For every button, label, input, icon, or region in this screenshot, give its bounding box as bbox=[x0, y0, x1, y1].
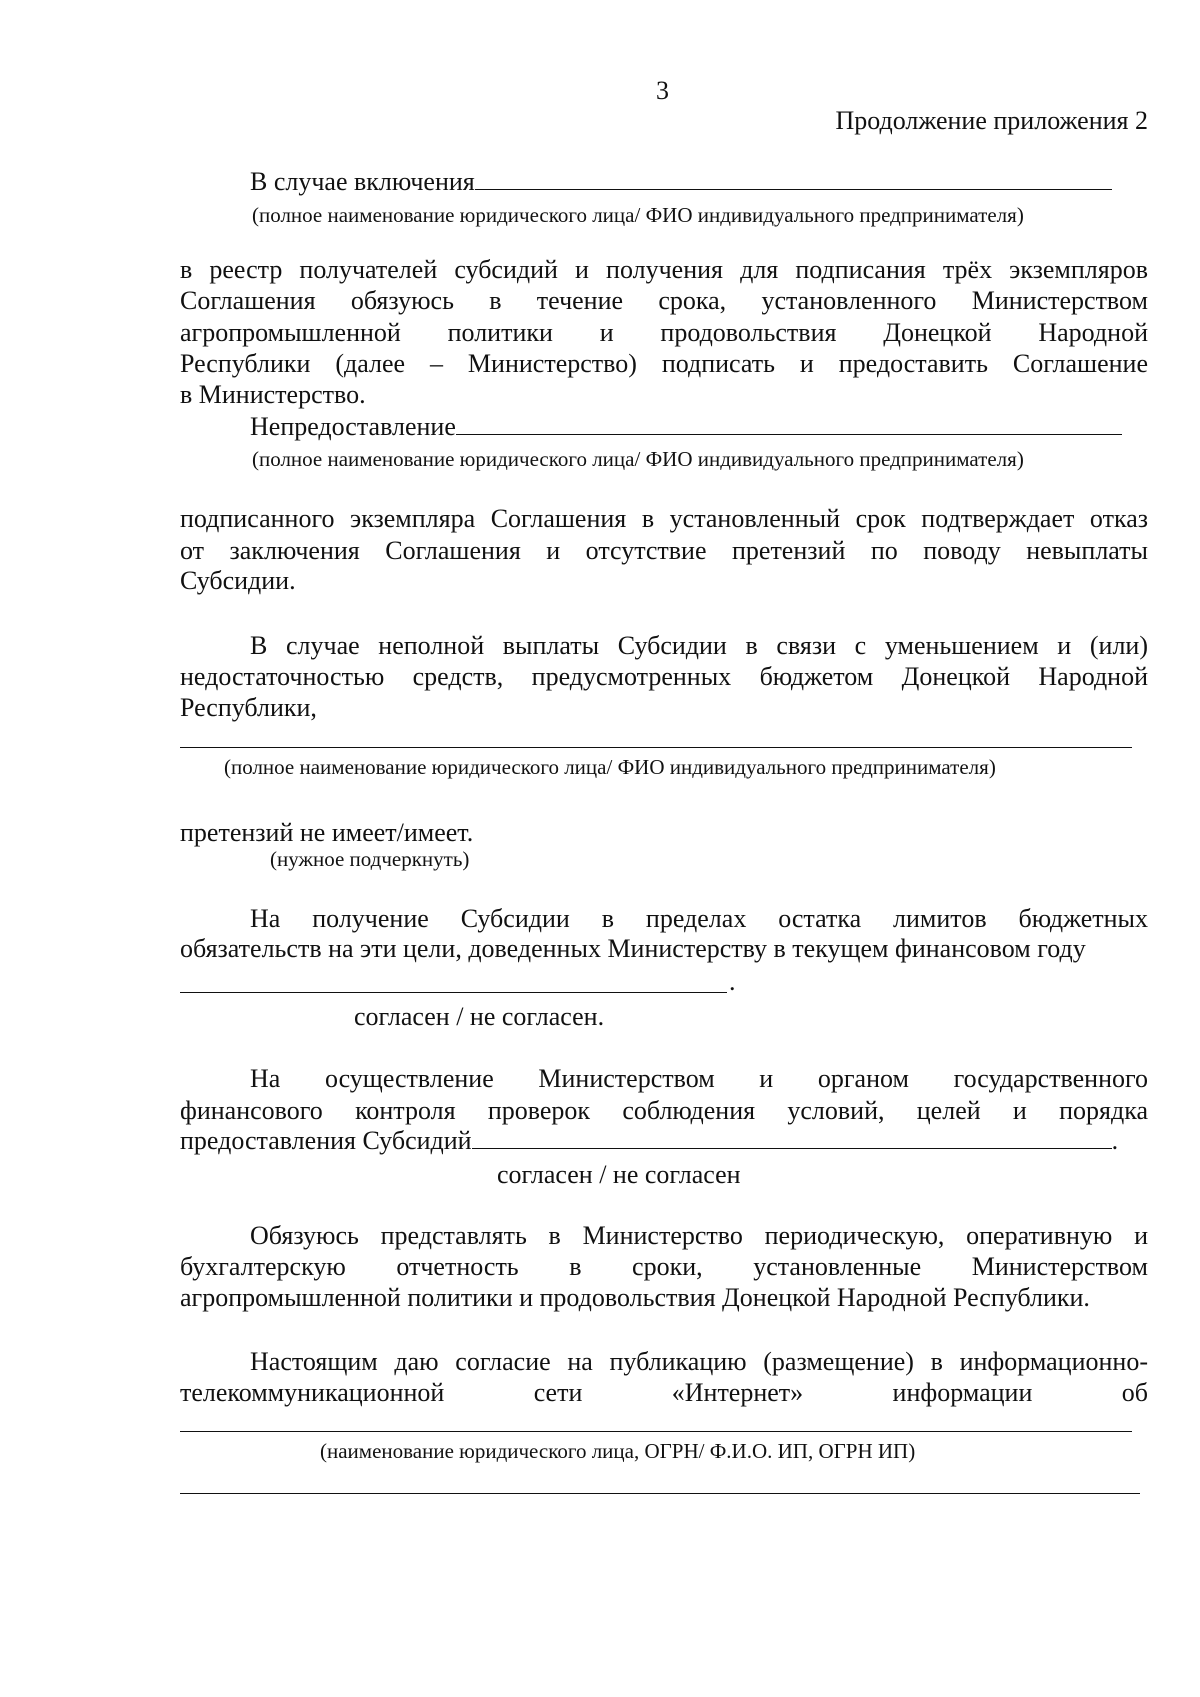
p5-lead-text: предоставления Субсидий bbox=[180, 1126, 472, 1155]
p3-claims-text: претензий не имеет/имеет. bbox=[180, 818, 474, 847]
p4-line-2: обязательств на эти цели, доведенных Министерству в текущем финансовом году bbox=[180, 934, 1086, 963]
p6-line-3: агропромышленной политики и продовольствия Донецкой Народной Республики. bbox=[180, 1283, 1090, 1312]
p6-line-1: Обязуюсь представлять в Министерство периодическую, оперативную и bbox=[250, 1221, 1148, 1250]
p2-name-caption: (полное наименование юридического лица/ ФИО индивидуального предпринимателя) bbox=[252, 447, 1024, 471]
p4-line-1: На получение Субсидии в пределах остатка лимитов бюджетных bbox=[250, 904, 1148, 933]
p2-lead-text: Непредоставление bbox=[250, 412, 456, 441]
p3-line-2: недостаточностью средств, предусмотренных бюджетом Донецкой Народной bbox=[180, 662, 1148, 691]
p1-line-4: Республики (далее – Министерство) подписать и предоставить Соглашение bbox=[180, 349, 1148, 378]
p4-end-dot: . bbox=[729, 967, 736, 996]
p1-name-blank bbox=[475, 167, 1112, 190]
p1-line-2: Соглашения обязуюсь в течение срока, установленного Министерством bbox=[180, 286, 1148, 315]
p1-lead-line bbox=[250, 167, 1112, 197]
p5-name-blank bbox=[472, 1126, 1112, 1149]
p2-lead-line bbox=[250, 412, 1122, 442]
p7-name-blank bbox=[180, 1431, 1132, 1432]
p2-line-1: подписанного экземпляра Соглашения в установленный срок подтверждает отказ bbox=[180, 504, 1148, 533]
p4-consent-choice: согласен / не согласен. bbox=[354, 1002, 605, 1031]
p1-lead-text: В случае включения bbox=[250, 167, 475, 196]
appendix-continuation-label: Продолжение приложения 2 bbox=[835, 106, 1148, 135]
p3-name-caption: (полное наименование юридического лица/ ФИО индивидуального предпринимателя) bbox=[224, 755, 996, 779]
p5-consent-choice: согласен / не согласен bbox=[497, 1160, 741, 1189]
p1-name-caption: (полное наименование юридического лица/ ФИО индивидуального предпринимателя) bbox=[252, 203, 1024, 227]
p2-line-2: от заключения Соглашения и отсутствие претензий по поводу невыплаты bbox=[180, 536, 1148, 565]
p5-end-dot: . bbox=[1111, 1126, 1119, 1155]
p1-line-3: агропромышленной политики и продовольствия Донецкой Народной bbox=[180, 318, 1148, 347]
page-number: 3 bbox=[656, 76, 669, 105]
p5-lead-line bbox=[180, 1126, 1118, 1156]
p7-line-2: телекоммуникационной сети «Интернет» информации об bbox=[180, 1378, 1148, 1407]
p1-line-5: в Министерство. bbox=[180, 380, 366, 409]
p7-name-caption: (наименование юридического лица, ОГРН/ Ф.И.О. ИП, ОГРН ИП) bbox=[320, 1439, 916, 1463]
p5-line-1: На осуществление Министерством и органом государственного bbox=[250, 1064, 1148, 1093]
p7-line-1: Настоящим даю согласие на публикацию (размещение) в информационно- bbox=[250, 1347, 1148, 1376]
p2-line-3: Субсидии. bbox=[180, 566, 296, 595]
p4-amount-blank bbox=[180, 992, 727, 993]
p5-line-2: финансового контроля проверок соблюдения условий, целей и порядка bbox=[180, 1096, 1148, 1125]
p3-name-blank bbox=[180, 747, 1132, 748]
p3-line-3: Республики, bbox=[180, 693, 317, 722]
p3-underline-hint: (нужное подчеркнуть) bbox=[270, 847, 470, 871]
p7-extra-blank bbox=[180, 1493, 1140, 1494]
p2-name-blank bbox=[456, 412, 1122, 435]
p6-line-2: бухгалтерскую отчетность в сроки, установленные Министерством bbox=[180, 1252, 1148, 1281]
p1-line-1: в реестр получателей субсидий и получения для подписания трёх экземпляров bbox=[180, 255, 1148, 284]
p3-line-1: В случае неполной выплаты Субсидии в связи с уменьшением и (или) bbox=[250, 631, 1148, 660]
